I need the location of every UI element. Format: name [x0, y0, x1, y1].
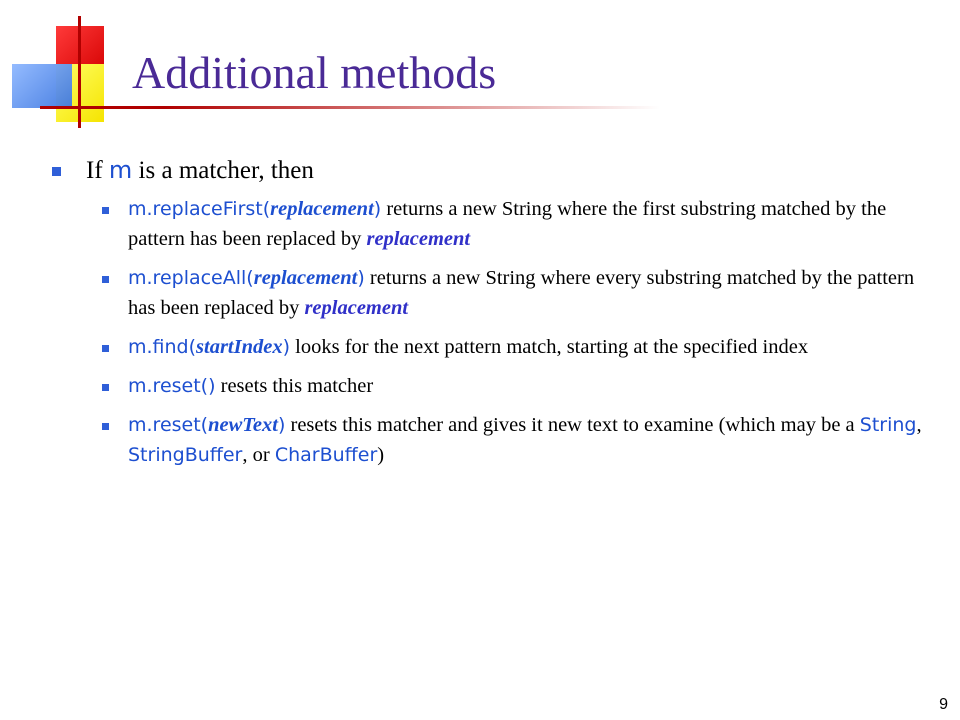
code-reset: m.reset() — [128, 375, 216, 397]
item-text: returns a new String where the first substring matched by the pattern has been replaced by — [128, 198, 887, 250]
square-bullet-icon — [102, 384, 109, 391]
param-new-text: newText — [208, 414, 278, 436]
square-bullet-icon — [102, 276, 109, 283]
page-number: 9 — [939, 696, 948, 713]
param-replacement: replacement — [253, 267, 358, 289]
list-item-reset — [50, 371, 930, 401]
code-close-paren: ) — [282, 336, 291, 358]
item-text: resets this matcher and gives it new text to examine (which may be a — [285, 414, 860, 436]
type-charbuffer: CharBuffer — [274, 444, 378, 466]
title-underline — [40, 106, 660, 109]
slide-content — [50, 155, 930, 479]
code-close-paren: ) — [373, 198, 382, 220]
slide-logo-decoration — [0, 0, 140, 130]
code-find: m.find( — [128, 336, 197, 358]
code-replace-first: m.replaceFirst( — [128, 198, 271, 220]
code-reset-open: m.reset( — [128, 414, 209, 436]
trailing-param: replacement — [366, 228, 471, 250]
closing-paren: ) — [377, 444, 385, 466]
item-text: resets this matcher — [215, 375, 374, 397]
code-close-paren: ) — [357, 267, 365, 289]
intro-suffix: is a matcher, then — [132, 157, 314, 184]
method-list — [50, 194, 930, 470]
type-stringbuffer: StringBuffer — [128, 444, 243, 466]
item-text: returns a new String where every substring matched by the pattern has been replaced by — [128, 267, 915, 319]
bullet-matcher-intro — [50, 155, 930, 186]
square-bullet-icon — [102, 207, 109, 214]
code-replace-all: m.replaceAll( — [128, 267, 254, 289]
intro-code: m — [108, 156, 133, 184]
code-close-paren: ) — [277, 414, 286, 436]
square-bullet-icon — [102, 423, 109, 430]
list-item-reset-text — [50, 410, 930, 470]
slide-title: Additional methods — [132, 47, 497, 98]
param-replacement: replacement — [270, 198, 374, 220]
square-bullet-icon — [52, 167, 61, 176]
type-string: String — [859, 414, 917, 436]
trailing-param: replacement — [304, 297, 409, 319]
intro-prefix: If — [86, 157, 109, 184]
list-item-find — [50, 332, 930, 362]
square-bullet-icon — [102, 345, 109, 352]
list-item-replace-first — [50, 194, 930, 254]
list-item-replace-all — [50, 263, 930, 323]
item-text: looks for the next pattern match, starting at the specified index — [290, 336, 809, 358]
blue-block — [12, 64, 72, 108]
vertical-accent-line — [78, 16, 81, 128]
param-start-index: startIndex — [196, 336, 283, 358]
separator: , or — [242, 444, 275, 466]
separator: , — [916, 414, 922, 436]
